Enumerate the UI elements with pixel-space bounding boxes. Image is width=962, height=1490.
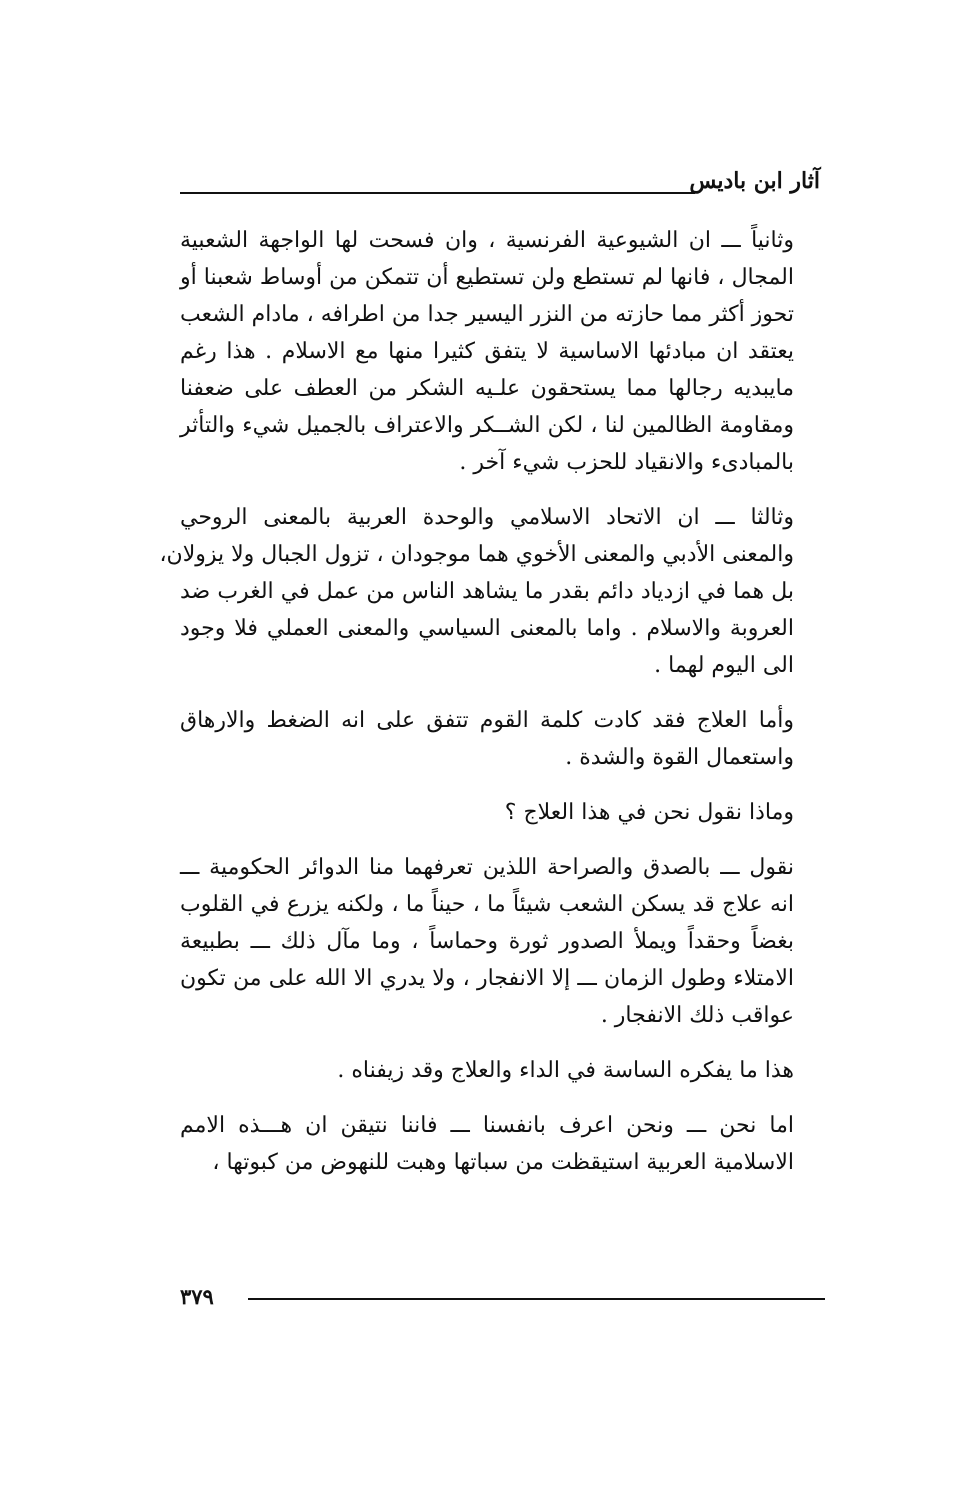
body-text [159,222,820,1199]
text-line: وأما العلاج فقد كادت كلمة القوم تتفق على انه الضغط والارهاق [180,708,794,733]
paragraph [180,794,820,831]
page-header [180,168,820,204]
paragraph [180,1052,820,1089]
text-line: ومقاومة الظالمين لنا ، لكن الشــكر والاعتراف بالجميل شيء والتأثر [180,413,794,438]
text-line: وماذا نقول نحن في هذا العلاج ؟ [504,800,794,825]
text-line: الى اليوم لهما . [654,653,794,678]
text-line: اما نحن ـــ ونحن اعرف بانفسنا ـــ فاننا نتيقن ان هـــذه الامم [180,1113,794,1138]
text-line: انه علاج قد يسكن الشعب شيئاً ما ، حيناً ما ، ولكنه يزرع في القلوب [180,892,794,917]
text-line: والمعنى الأدبي والمعنى الأخوي هما موجودان ، تزول الجبال ولا يزولان، [159,542,794,567]
footer-rule [248,1298,825,1300]
text-line: واستعمال القوة والشدة . [565,745,794,770]
text-line: وثانياً ـــ ان الشيوعية الفرنسية ، وان فسحت لها الواجهة الشعبية [180,228,794,253]
text-line: وثالثا ـــ ان الاتحاد الاسلامي والوحدة العربية بالمعنى الروحي [180,505,794,530]
text-line: بالمبادىء والانقياد للحزب شيء آخر . [459,450,794,475]
paragraph [180,1107,820,1181]
paragraph [180,222,820,481]
text-line: يعتقد ان مبادئها الاساسية لا يتفق كثيرا منها مع الاسلام . هذا رغم [180,339,794,364]
text-line: بغضاً وحقداً ويملأ الصدور ثورة وحماساً ، وما مآل ذلك ـــ بطبيعة [180,929,794,954]
text-line: الاسلامية العربية استيقظت من سباتها وهبت للنهوض من كبوتها ، [212,1150,794,1175]
paragraph [180,702,820,776]
header-rule [180,192,695,194]
page-number: ٣٧٩ [180,1284,214,1309]
text-line: بل هما في ازدياد دائم بقدر ما يشاهد الناس من عمل في الغرب ضد [180,579,794,604]
paragraph [180,849,820,1034]
text-line: تحوز أكثر مما حازته من النزر اليسير جدا من اطرافه ، مادام الشعب [179,302,794,327]
text-line: الامتلاء وطول الزمان ـــ إلا الانفجار ، ولا يدري الا الله على من تكون [180,966,794,991]
running-title: آثار ابن باديس [689,168,820,194]
page-footer [180,1284,825,1314]
text-line: المجال ، فانها لم تستطع ولن تستطيع أن تتمكن من أوساط شعبنا أو [180,265,794,290]
text-line: نقول ـــ بالصدق والصراحة اللذين تعرفهما منا الدوائر الحكومية ـــ [180,855,794,880]
paragraph [159,499,820,684]
text-line: هذا ما يفكره الساسة في الداء والعلاج وقد زيفناه . [337,1058,794,1083]
text-line: عواقب ذلك الانفجار . [600,1003,794,1028]
text-line: مايبديه رجالها مما يستحقون علـيه الشكر من العطف على ضعفنا [180,376,794,401]
text-line: العروبة والاسلام . واما بالمعنى السياسي والمعنى العملي فلا وجود [180,616,794,641]
